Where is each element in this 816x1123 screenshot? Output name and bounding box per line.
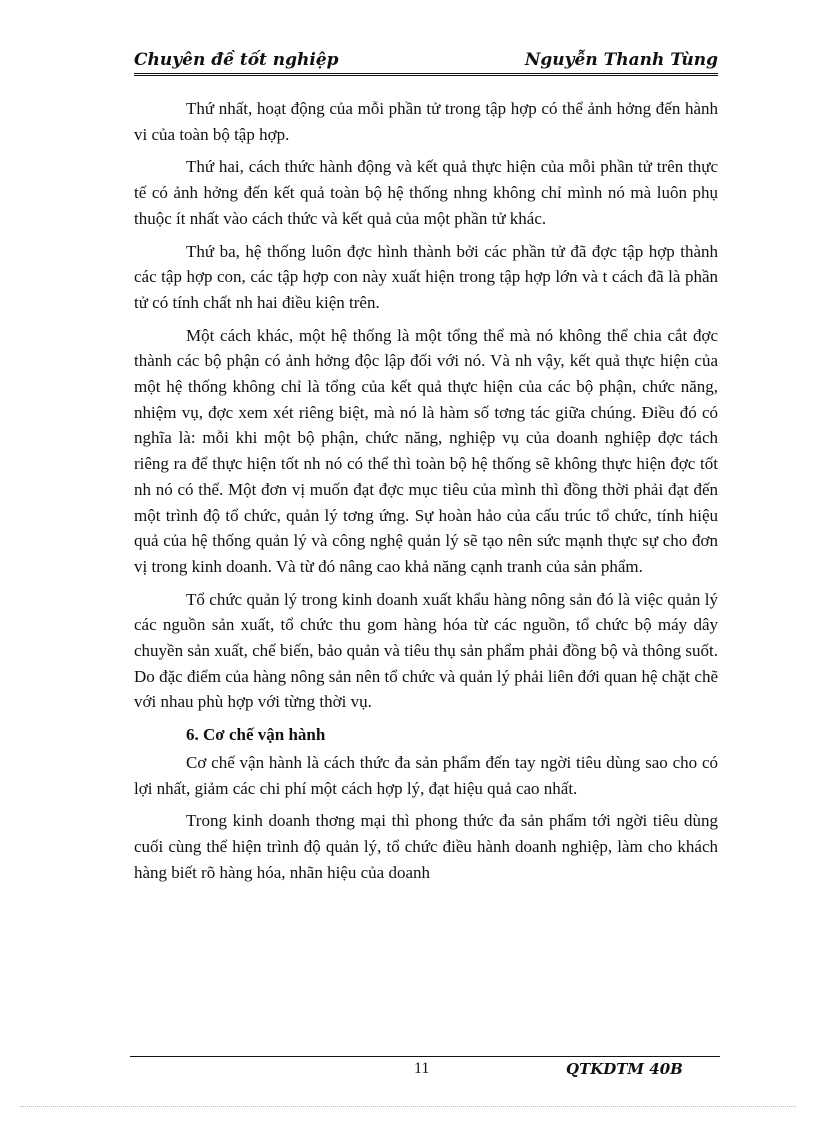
- footer-class-code: QTKDTM 40B: [566, 1060, 683, 1078]
- header-title: Chuyên đề tốt nghiệp: [134, 50, 339, 70]
- document-body: [134, 96, 718, 892]
- paragraph-4: Một cách khác, một hệ thống là một tổng thể mà nó không thể chia cắt đợc thành các bộ phận có ảnh hởng độc lập đối với nó. Và nh vậy, kết quả thực hiện của một hệ thống không chỉ là tổng của kết quả thực hiện của các bộ phận, chức năng, nhiệm vụ, đợc xem xét riêng biệt, mà nó là hàm số tơng tác giữa chúng. Điều đó có nghĩa là: mỗi khi một bộ phận, chức năng, nghiệp vụ của doanh nghiệp đợc tách riêng ra để thực hiện tốt nh nó có thể thì toàn bộ hệ thống sẽ không thực hiện đợc tốt nh nó có thể. Một đơn vị muốn đạt đợc mục tiêu của mình thì đồng thời phải đạt đến một trình độ tổ chức, quản lý tơng ứng. Sự hoàn hảo của cấu trúc tổ chức, tính hiệu quả của hệ thống quản lý và công nghệ quản lý sẽ tạo nên sức mạnh thực sự cho đơn vị trong kinh doanh. Và từ đó nâng cao khả năng cạnh tranh của sản phẩm.: [134, 325, 718, 576]
- page-bottom-border: [20, 1106, 796, 1107]
- page-number: 11: [414, 1060, 430, 1077]
- paragraph-1: Thứ nhất, hoạt động của mỗi phần tử trong tập hợp có thể ảnh hởng đến hành vi của toàn bộ tập hợp.: [134, 99, 718, 144]
- footer-divider: [130, 1056, 720, 1057]
- header-divider: [134, 73, 718, 76]
- header-author: Nguyễn Thanh Tùng: [524, 50, 718, 70]
- paragraph-6: Cơ chế vận hành là cách thức đa sản phẩm đến tay ngời tiêu dùng sao cho có lợi nhất, giảm các chi phí một cách hợp lý, đạt hiệu quả cao nhất.: [134, 752, 718, 798]
- paragraph-7: Trong kinh doanh thơng mại thì phong thức đa sản phẩm tới ngời tiêu dùng cuối cùng thể hiện trình độ quản lý, tổ chức điều hành doanh nghiệp, làm cho khách hàng biết rõ hàng hóa, nhãn hiệu của doanh: [134, 811, 718, 882]
- paragraph-5: Tổ chức quản lý trong kinh doanh xuất khẩu hàng nông sản đó là việc quản lý các nguồn sản xuất, tổ chức thu gom hàng hóa từ các nguồn, tổ chức bộ máy dây chuyền sản xuất, chế biến, bảo quản và tiêu thụ sản phẩm phải đồng bộ và thông suốt. Do đặc điểm của hàng nông sản nên tổ chức và quản lý phải liên đới quan hệ chặt chẽ với nhau phù hợp với từng thời vụ.: [134, 589, 718, 712]
- page-header: [134, 50, 718, 74]
- paragraph-2: Thứ hai, cách thức hành động và kết quả thực hiện của mỗi phần tử trên thực tế có ảnh hởng đến kết quả toàn bộ hệ thống nhng không chỉ mình nó mà luôn phụ thuộc ít nhất vào cách thức và kết quả của một phần tử khác.: [134, 157, 718, 228]
- section-heading: 6. Cơ chế vận hành: [186, 725, 326, 745]
- paragraph-3: Thứ ba, hệ thống luôn đợc hình thành bởi các phần tử đã đợc tập hợp thành các tập hợp con, các tập hợp con này xuất hiện trong tập hợp lớn và t cách đã là phần tử có tính chất nh hai điều kiện trên.: [134, 241, 718, 312]
